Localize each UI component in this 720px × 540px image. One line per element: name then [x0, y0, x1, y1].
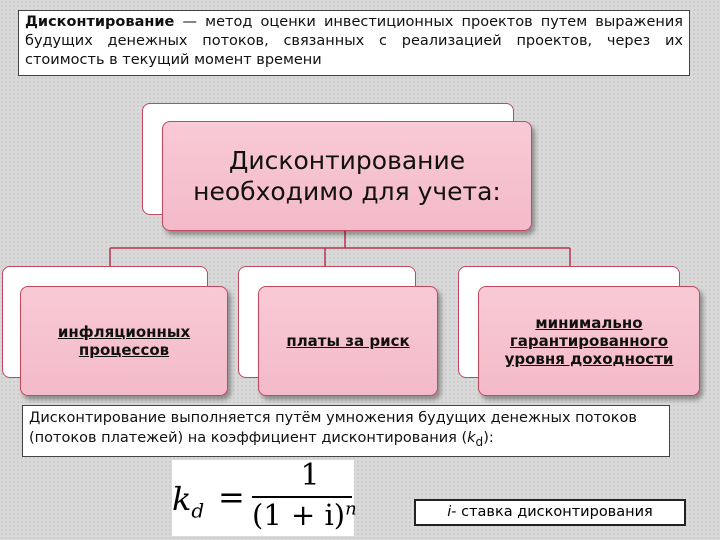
method-symbol: k [467, 430, 476, 446]
child-1-line-2: процессов [78, 341, 170, 359]
root-node [162, 121, 532, 231]
formula-numerator: 1 [300, 458, 320, 493]
child-node-inflation [20, 286, 228, 396]
method-description [22, 405, 670, 457]
child-2-line-1: платы за риск [286, 332, 410, 350]
root-line-2: необходимо для учета: [193, 177, 501, 206]
child-node-min-yield [478, 286, 700, 396]
method-subscript: d [475, 434, 484, 449]
formula-exponent: n [345, 498, 357, 520]
child-3-line-3: уровня доходности [504, 350, 674, 368]
child-3-line-1: минимально [535, 314, 643, 332]
child-node-risk [258, 286, 438, 396]
intro-definition-text: — метод оценки инвестиционных проектов путем выражения будущих денежных потоков, связанных с реализацией проектов, через их стоимость в текущий момент времени [25, 14, 683, 68]
rate-symbol: i [447, 504, 452, 520]
child-3-line-2: гарантированного [509, 332, 669, 350]
root-line-1: Дисконтирование [228, 146, 466, 175]
formula-equals: = [218, 478, 245, 516]
rate-note [414, 499, 686, 526]
formula-lhs-sub: d [191, 498, 205, 523]
intro-term: Дисконтирование [25, 14, 175, 30]
discount-formula [172, 458, 357, 536]
child-1-line-1: инфляционных [57, 323, 191, 341]
method-text-before: Дисконтирование выполняется путём умножения будущих денежных потоков (потоков платежей) на коэффициент дисконтирования ( [29, 410, 637, 446]
formula-denominator: $(1 + i)^n$ [252, 498, 357, 532]
formula-lhs: $k_d$ [172, 480, 205, 523]
method-text-after: ): [483, 430, 494, 446]
rate-text: - ставка дисконтирования [451, 504, 653, 520]
